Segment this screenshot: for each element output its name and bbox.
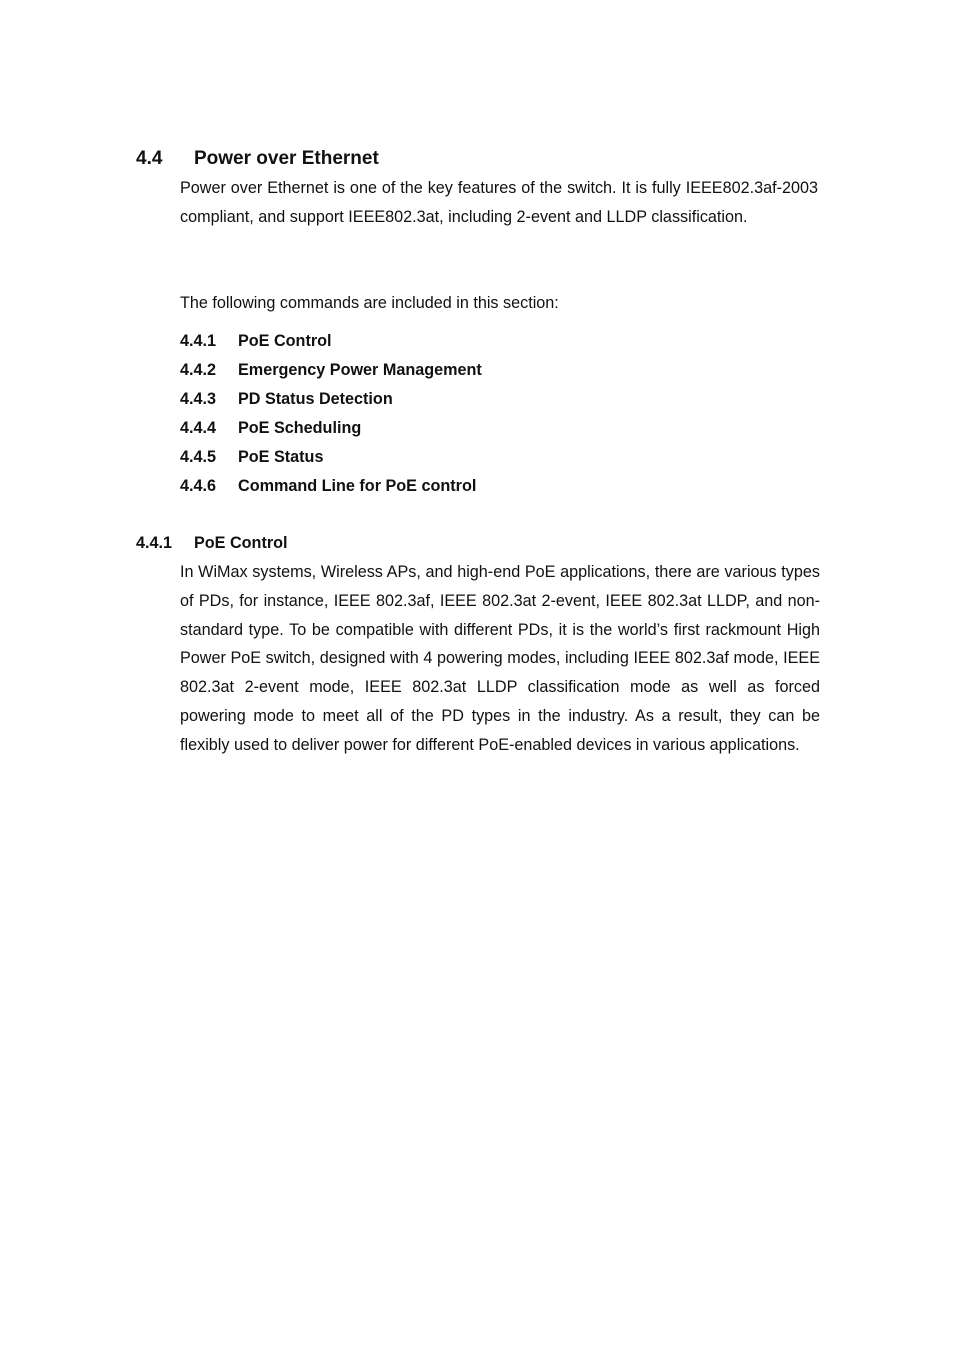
toc-item — [180, 356, 482, 385]
toc-item-number: 4.4.5 — [180, 448, 217, 466]
toc-item — [180, 414, 482, 443]
toc-item-number: 4.4.4 — [180, 419, 217, 437]
subsection-title: PoE Control — [194, 534, 288, 552]
commands-lead-in: The following commands are included in this section: — [180, 294, 559, 312]
section-title: Power over Ethernet — [194, 148, 379, 169]
toc-item — [180, 327, 482, 356]
toc-item-title: PoE Scheduling — [238, 419, 362, 437]
subsection-number: 4.4.1 — [136, 534, 173, 552]
toc-item — [180, 443, 482, 472]
section-heading — [136, 146, 379, 172]
toc-item-title: Emergency Power Management — [238, 361, 482, 379]
toc-item-title: PoE Status — [238, 448, 324, 466]
toc-item-number: 4.4.3 — [180, 390, 217, 408]
section-number: 4.4 — [136, 148, 163, 169]
toc-item-title: PoE Control — [238, 332, 332, 350]
toc-item-number: 4.4.6 — [180, 477, 217, 495]
intro-paragraph: Power over Ethernet is one of the key features of the switch. It is fully IEEE802.3af-2003 compliant, and support IEEE802.3at, including 2-event and LLDP classification. — [180, 179, 818, 226]
subsection-heading — [136, 529, 288, 557]
toc-item-title: PD Status Detection — [238, 390, 393, 408]
toc-item-title: Command Line for PoE control — [238, 477, 477, 495]
toc-item-number: 4.4.2 — [180, 361, 217, 379]
toc-item-number: 4.4.1 — [180, 332, 217, 350]
section-toc — [180, 327, 482, 501]
poe-control-paragraph: In WiMax systems, Wireless APs, and high-end PoE applications, there are various types of PDs, for instance, IEEE 802.3af, IEEE 802.3at 2-event, IEEE 802.3at LLDP, and non-standard type. To be compatible with different PDs, it is the world’s first rackmount High Power PoE switch, designed with 4 powering modes, including IEEE 802.3af mode, IEEE 802.3at 2-event mode, IEEE 802.3at LLDP classification mode as well as forced powering mode to meet all of the PD types in the industry. As a result, they can be flexibly used to deliver power for different PoE-enabled devices in various applications. — [180, 563, 820, 754]
toc-item — [180, 385, 482, 414]
toc-item — [180, 472, 482, 501]
